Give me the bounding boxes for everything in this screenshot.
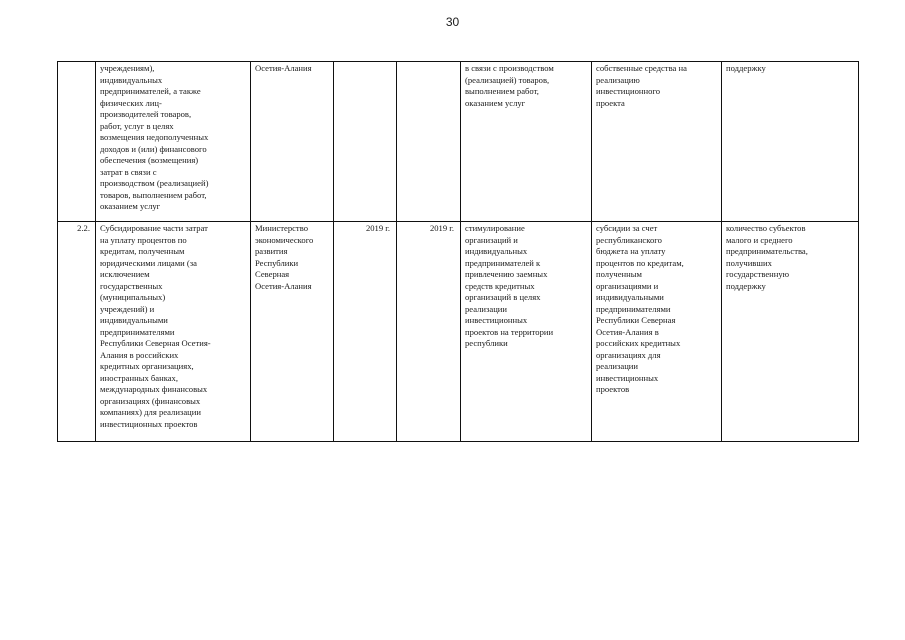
table-row (58, 222, 859, 442)
measure-cell: Субсидирование части затрат на уплату процентов по кредитам, полученным юридическими лицами (за исключением государственных (муниципальных) учреждений) и индивидуальными предпринимателями Республики Северная Осетия- Алания в российских кредитных организациях, иностранных банках, международных финансовых организациях (финансовых компаниях) для реализации инвестиционных проектов (96, 222, 251, 442)
start-date-cell: 2019 г. (334, 222, 397, 442)
executor-cell: Министерство экономического развития Республики Северная Осетия-Алания (251, 222, 334, 442)
result-cell: в связи с производством (реализацией) товаров, выполнением работ, оказанием услуг (461, 62, 592, 222)
executor-cell: Осетия-Алания (251, 62, 334, 222)
source-cell: собственные средства на реализацию инвестиционного проекта (592, 62, 722, 222)
result-cell: стимулирование организаций и индивидуальных предпринимателей к привлечению заемных средств кредитных организаций в целях реализации инвестиционных проектов на территории республики (461, 222, 592, 442)
indicator-cell: поддержку (722, 62, 859, 222)
end-date-cell: 2019 г. (397, 222, 461, 442)
end-date-cell (397, 62, 461, 222)
table-row (58, 62, 859, 222)
row-number: 2.2. (58, 222, 96, 442)
indicator-cell: количество субъектов малого и среднего предпринимательства, получивших государственную поддержку (722, 222, 859, 442)
program-table (57, 61, 859, 442)
start-date-cell (334, 62, 397, 222)
source-cell: субсидии за счет республиканского бюджета на уплату процентов по кредитам, полученным организациями и индивидуальными предпринимателями Республики Северная Осетия-Алания в российских кредитных организациях для реализации инвестиционных проектов (592, 222, 722, 442)
measure-cell: учреждениям), индивидуальных предпринимателей, а также физических лиц- производителей товаров, работ, услуг в целях возмещения недополученных доходов и (или) финансового обеспечения (возмещения) затрат в связи с производством (реализацией) товаров, выполнением работ, оказанием услуг (96, 62, 251, 222)
row-number (58, 62, 96, 222)
page-number: 30 (445, 15, 460, 29)
